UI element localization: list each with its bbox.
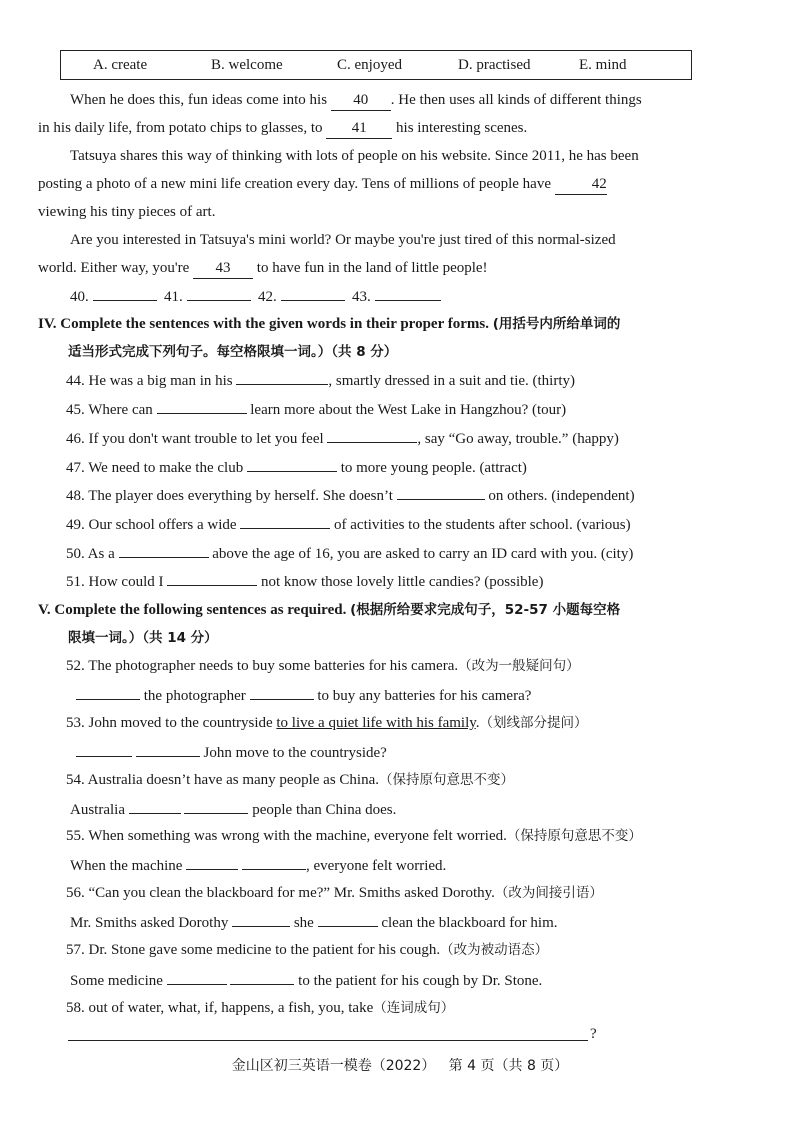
answer-53: John move to the countryside? [76, 742, 387, 763]
answer-blank-56b[interactable] [318, 912, 378, 927]
answer-line-58[interactable] [68, 1040, 588, 1041]
answer-blank-40[interactable] [93, 286, 157, 301]
question-55: 55. When something was wrong with the machine, everyone felt worried.（保持原句意思不变） [66, 828, 642, 844]
section-5-heading-cn: 限填一词。）（共 14 分） [68, 630, 218, 646]
section-4-heading-cn: 适当形式完成下列句子。每空格限填一词。）（共 8 分） [68, 344, 398, 360]
answer-blank-52b[interactable] [250, 685, 314, 700]
answer-52: the photographer to buy any batteries for his camera? [76, 685, 531, 706]
question-51: 51. How could I not know those lovely little candies? (possible) [66, 571, 543, 592]
option-c: C. enjoyed [337, 57, 402, 73]
option-e: E. mind [579, 57, 627, 73]
word-box [60, 50, 692, 80]
passage-line-5: viewing his tiny pieces of art. [38, 204, 216, 220]
answer-blank-43[interactable] [375, 286, 441, 301]
blank-43[interactable]: 43 [193, 258, 253, 279]
answer-blank-47[interactable] [247, 457, 337, 472]
passage-line-2: in his daily life, from potato chips to glasses, to 41 his interesting scenes. [38, 118, 527, 139]
answer-blank-56a[interactable] [232, 912, 290, 927]
option-a: A. create [93, 57, 148, 73]
answer-blank-55a[interactable] [186, 855, 238, 870]
answer-blank-48[interactable] [397, 485, 485, 500]
answer-blank-53a[interactable] [76, 742, 132, 757]
question-52: 52. The photographer needs to buy some batteries for his camera.（改为一般疑问句） [66, 658, 580, 674]
question-49: 49. Our school offers a wide of activities to the students after school. (various) [66, 514, 631, 535]
answer-blank-51[interactable] [167, 571, 257, 586]
answer-line: 40. 41. 42. 43. [70, 286, 441, 307]
answer-blank-57a[interactable] [167, 970, 227, 985]
answer-blank-52a[interactable] [76, 685, 140, 700]
answer-blank-49[interactable] [240, 514, 330, 529]
blank-41[interactable]: 41 [326, 118, 392, 139]
question-56: 56. “Can you clean the blackboard for me?” Mr. Smiths asked Dorothy.（改为间接引语） [66, 885, 603, 901]
question-53: 53. John moved to the countryside to live a quiet life with his family.（划线部分提问） [66, 715, 588, 731]
option-b: B. welcome [211, 57, 283, 73]
question-45: 45. Where can learn more about the West Lake in Hangzhou? (tour) [66, 399, 566, 420]
passage-line-7: world. Either way, you're 43 to have fun in the land of little people! [38, 258, 488, 279]
passage-line-3: Tatsuya shares this way of thinking with lots of people on his website. Since 2011, he has been [70, 148, 639, 164]
answer-blank-50[interactable] [119, 543, 209, 558]
question-54: 54. Australia doesn’t have as many people as China.（保持原句意思不变） [66, 772, 514, 788]
question-58: 58. out of water, what, if, happens, a fish, you, take（连词成句） [66, 1000, 455, 1016]
passage-line-1: When he does this, fun ideas come into his 40 . He then uses all kinds of different things [70, 90, 642, 111]
passage-line-4: posting a photo of a new mini life creation every day. Tens of millions of people have 42 [38, 174, 607, 195]
answer-blank-57b[interactable] [230, 970, 294, 985]
question-50: 50. As a above the age of 16, you are asked to carry an ID card with you. (city) [66, 543, 633, 564]
answer-54: Australia people than China does. [70, 799, 396, 820]
passage-line-6: Are you interested in Tatsuya's mini world? Or maybe you're just tired of this normal-sized [70, 232, 616, 248]
answer-blank-42[interactable] [281, 286, 345, 301]
section-4-heading: IV. Complete the sentences with the given words in their proper forms. (用括号内所给单词的 [38, 316, 621, 332]
option-d: D. practised [458, 57, 531, 73]
blank-42[interactable]: 42 [555, 174, 607, 195]
answer-57: Some medicine to the patient for his cough by Dr. Stone. [70, 970, 542, 991]
answer-blank-55b[interactable] [242, 855, 306, 870]
answer-blank-45[interactable] [157, 399, 247, 414]
question-44: 44. He was a big man in his , smartly dressed in a suit and tie. (thirty) [66, 370, 575, 391]
answer-blank-41[interactable] [187, 286, 251, 301]
answer-blank-46[interactable] [327, 428, 417, 443]
answer-blank-54a[interactable] [129, 799, 181, 814]
question-mark-58: ? [590, 1026, 597, 1042]
answer-blank-53b[interactable] [136, 742, 200, 757]
section-5-heading: V. Complete the following sentences as required. (根据所给要求完成句子，52-57 小题每空格 [38, 602, 621, 618]
question-57: 57. Dr. Stone gave some medicine to the patient for his cough.（改为被动语态） [66, 942, 549, 958]
question-46: 46. If you don't want trouble to let you feel , say “Go away, trouble.” (happy) [66, 428, 619, 449]
answer-55: When the machine , everyone felt worried. [70, 855, 446, 876]
answer-blank-44[interactable] [236, 370, 328, 385]
question-47: 47. We need to make the club to more young people. (attract) [66, 457, 527, 478]
answer-blank-54b[interactable] [184, 799, 248, 814]
question-48: 48. The player does everything by herself. She doesn’t on others. (independent) [66, 485, 635, 506]
page-footer: 金山区初三英语一模卷（2022） 第 4 页（共 8 页） [231, 1058, 569, 1074]
answer-56: Mr. Smiths asked Dorothy she clean the blackboard for him. [70, 912, 558, 933]
blank-40[interactable]: 40 [331, 90, 391, 111]
